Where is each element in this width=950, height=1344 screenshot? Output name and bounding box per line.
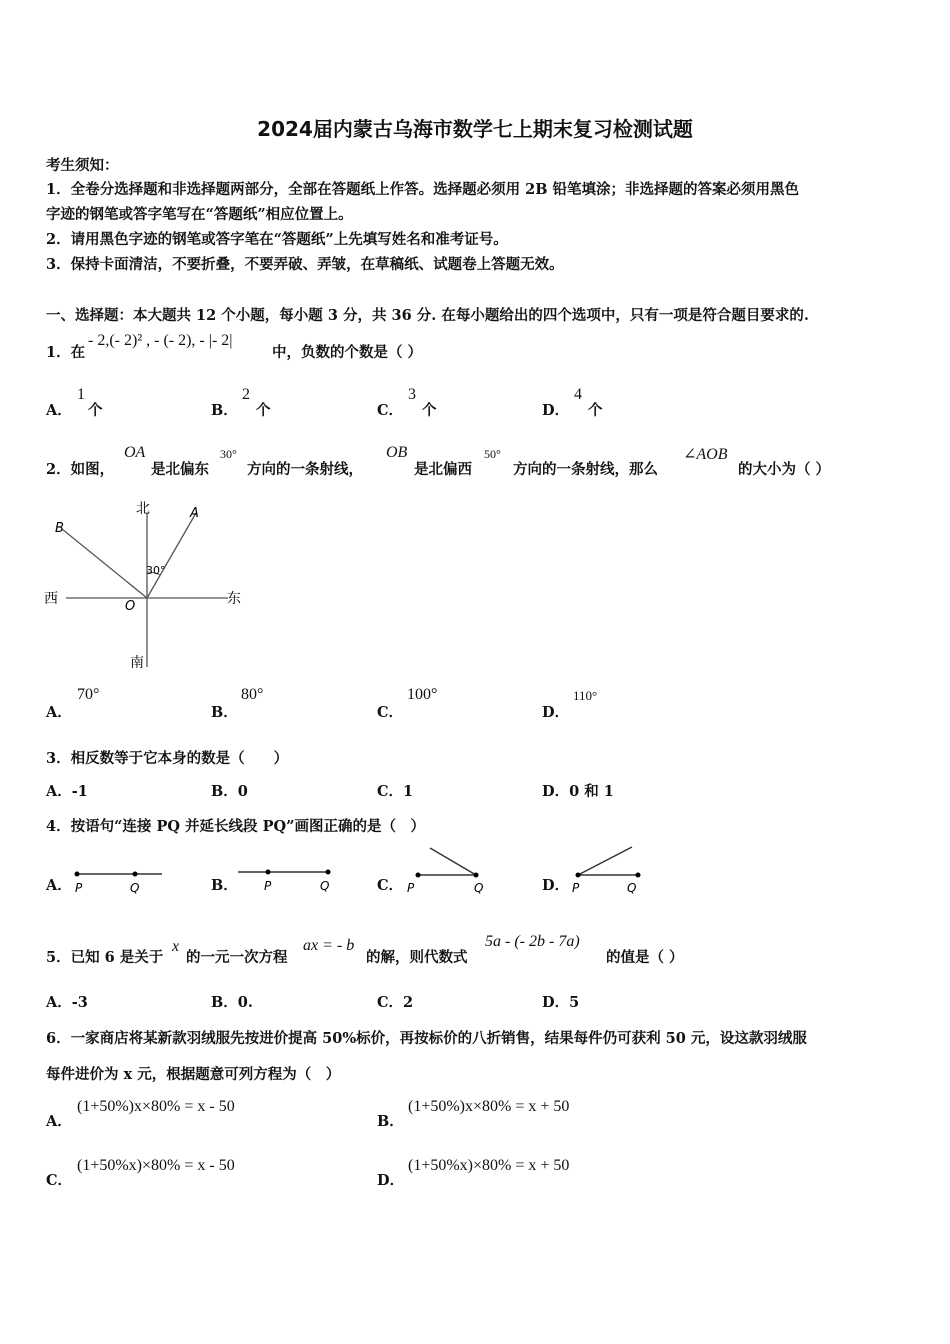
q6-option-b-label: B．: [377, 1113, 404, 1130]
q5-variable: x: [172, 938, 180, 955]
q2-text-4: 方向的一条射线，那么: [513, 461, 658, 478]
q2-option-a-value: 70°: [77, 686, 100, 703]
label-30-degree: 30°: [146, 564, 166, 577]
q2-degree-1: 30°: [220, 447, 237, 461]
q2-option-a-label: A．: [46, 704, 72, 721]
label-b: B: [55, 521, 64, 536]
q5-equation: ax = - b: [303, 937, 355, 954]
q3-option-c: C．1: [377, 783, 414, 800]
q1-option-c-label: C．: [377, 402, 404, 419]
point-p: P: [407, 881, 415, 895]
q6-option-a-equation: (1+50%)x×80% = x - 50: [77, 1098, 235, 1115]
q4-option-c-figure: [400, 840, 500, 900]
q2-text-2: 方向的一条射线，: [247, 461, 363, 478]
ray-ob: [62, 529, 147, 598]
notice-heading: 考生须知：: [46, 157, 119, 174]
q1-option-c-value: 3: [408, 386, 416, 403]
q1-suffix: 中，负数的个数是（ ）: [272, 344, 423, 361]
q4-text: 4．按语句“连接 PQ 并延长线段 PQ”画图正确的是（ ）: [46, 818, 425, 835]
q1-option-d-label: D．: [542, 402, 570, 419]
q4-option-b-label: B．: [211, 877, 238, 894]
q1-option-d-unit: 个: [588, 402, 603, 419]
q3-option-a: A．-1: [46, 783, 88, 800]
q5-option-d: D．5: [542, 994, 580, 1011]
q1-option-b-label: B．: [211, 402, 238, 419]
q6-option-c-label: C．: [46, 1172, 73, 1189]
q1-option-a-unit: 个: [88, 402, 103, 419]
q2-text-1: 是北偏东: [151, 461, 209, 478]
q6-option-d-label: D．: [377, 1172, 405, 1189]
ray-oa: [147, 513, 196, 598]
q5-suffix: 的值是（ ）: [606, 949, 684, 966]
q2-ob: OB: [386, 444, 408, 461]
point-q: Q: [474, 881, 484, 895]
label-south: 南: [130, 655, 144, 671]
label-west: 西: [44, 591, 58, 607]
q6-option-c-equation: (1+50%x)×80% = x - 50: [77, 1157, 235, 1174]
notice-line-2: 2．请用黑色字迹的钢笔或答字笔在“答题纸”上先填写姓名和准考证号。: [46, 231, 508, 248]
q6-line-2: 每件进价为 x 元，根据题意可列方程为（ ）: [46, 1066, 341, 1083]
q5-expression: 5a - (- 2b - 7a): [485, 933, 580, 950]
q1-expression: - 2,(- 2)² , - (- 2), - |- 2|: [88, 332, 233, 349]
q5-option-b: B．0.: [211, 994, 253, 1011]
q2-option-d-label: D．: [542, 704, 570, 721]
q2-text-3: 是北偏西: [414, 461, 472, 478]
q4-option-c-label: C．: [377, 877, 404, 894]
q1-option-b-unit: 个: [256, 402, 271, 419]
page-title: 2024届内蒙古乌海市数学七上期末复习检测试题: [257, 117, 693, 141]
q3-option-b: B．0: [211, 783, 248, 800]
q4-option-d-figure: [566, 840, 666, 900]
q1-option-c-unit: 个: [422, 402, 437, 419]
q6-option-a-label: A．: [46, 1113, 72, 1130]
q5-text-2: 的解，则代数式: [366, 949, 468, 966]
q6-option-b-equation: (1+50%)x×80% = x + 50: [408, 1098, 570, 1115]
q2-option-c-value: 100°: [407, 686, 438, 703]
notice-line-1a: 1．全卷分选择题和非选择题两部分，全部在答题纸上作答。选择题必须用 2B 铅笔填涂；非选择题的答案必须用黑色: [46, 181, 800, 198]
label-o: O: [125, 599, 136, 614]
q1-option-b-value: 2: [242, 386, 250, 403]
label-north: 北: [136, 501, 150, 517]
label-east: 东: [227, 591, 241, 607]
point-p: P: [264, 879, 272, 893]
section-heading: 一、选择题：本大题共 12 个小题，每小题 3 分，共 36 分. 在每小题给出的四个选项中，只有一项是符合题目要求的.: [46, 307, 809, 324]
q1-option-a-value: 1: [77, 386, 85, 403]
q2-angle: ∠AOB: [683, 446, 728, 463]
q2-oa: OA: [124, 444, 146, 461]
q2-option-b-value: 80°: [241, 686, 264, 703]
q5-option-c: C．2: [377, 994, 414, 1011]
point-q: Q: [130, 881, 140, 895]
q3-option-d: D．0 和 1: [542, 783, 614, 800]
q5-option-a: A．-3: [46, 994, 88, 1011]
q3-text: 3．相反数等于它本身的数是（ ）: [46, 750, 289, 767]
q2-option-b-label: B．: [211, 704, 238, 721]
q2-prefix: 2．如图，: [46, 461, 115, 478]
q2-option-c-label: C．: [377, 704, 404, 721]
label-a: A: [190, 506, 199, 521]
q2-compass-figure: [40, 495, 260, 680]
q4-option-a-label: A．: [46, 877, 72, 894]
q2-suffix: 的大小为（ ）: [738, 461, 831, 478]
q4-option-b-figure: [232, 860, 342, 900]
q4-option-d-label: D．: [542, 877, 570, 894]
q6-line-1: 6．一家商店将某新款羽绒服先按进价提高 50%标价，再按标价的八折销售，结果每件仍可获利 50 元，设这款羽绒服: [46, 1030, 807, 1047]
q2-degree-2: 50°: [484, 447, 501, 461]
point-p: P: [75, 881, 83, 895]
point-p: P: [572, 881, 580, 895]
notice-line-1b: 字迹的钢笔或答字笔写在“答题纸”相应位置上。: [46, 206, 353, 223]
q1-option-d-value: 4: [574, 386, 582, 403]
q6-option-d-equation: (1+50%x)×80% = x + 50: [408, 1157, 570, 1174]
q1-prefix: 1．在: [46, 344, 86, 361]
q4-option-a-figure: [70, 860, 170, 900]
notice-line-3: 3．保持卡面清洁，不要折叠，不要弄破、弄皱，在草稿纸、试题卷上答题无效。: [46, 256, 564, 273]
q5-text-1: 的一元一次方程: [186, 949, 288, 966]
q2-option-d-value: 110°: [573, 688, 598, 703]
q5-prefix: 5．已知 6 是关于: [46, 949, 164, 966]
point-q: Q: [627, 881, 637, 895]
q1-option-a-label: A．: [46, 402, 72, 419]
point-q: Q: [320, 879, 330, 893]
